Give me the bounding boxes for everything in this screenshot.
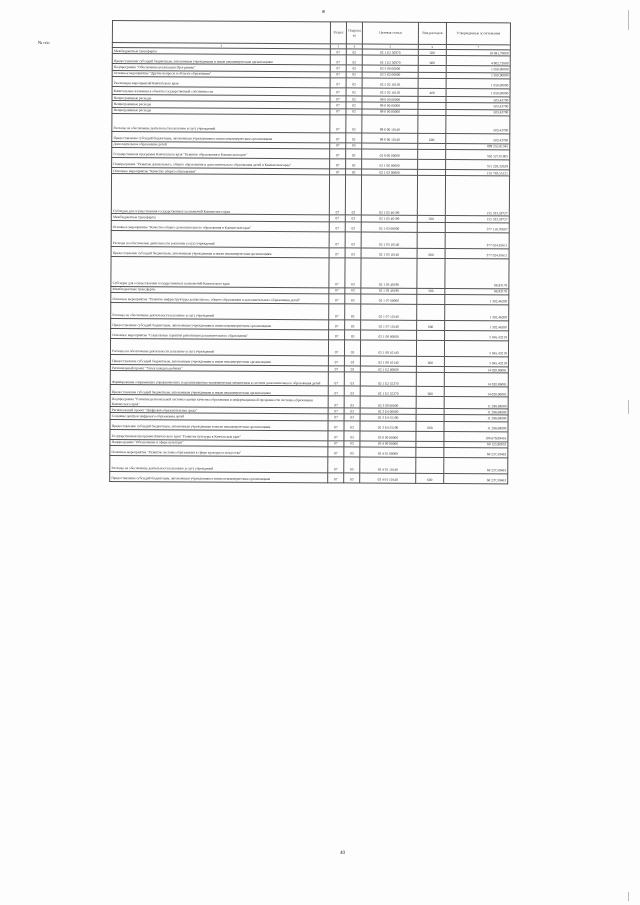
row-csr: 02 1 07 00000: [361, 294, 417, 304]
row-name: Подпрограмма "Развитие региональной системы оценки качества образования и информационной прозрачности системы образования Камчатского края": [110, 395, 328, 408]
row-name: Предоставление субсидий бюджетным, автономным учреждениям и иным некоммерческим организациям: [112, 131, 330, 142]
row-name: Предоставление субсидий бюджетным, автономным учреждениям и иным некоммерческим организациям: [110, 472, 328, 483]
row-section: 07: [330, 143, 346, 149]
row-csr: 03 4 01 00000: [360, 447, 416, 457]
row-section: 07: [329, 257, 345, 287]
row-csr: 02 1 07 10140: [361, 304, 417, 320]
row-subsection: 03: [344, 421, 360, 431]
row-section: 07: [328, 447, 344, 457]
row-subsection: 03: [344, 366, 360, 372]
row-csr: 02 1 08 00000: [361, 330, 417, 340]
row-vr: [417, 222, 445, 232]
row-sum: 503,43700: [446, 96, 510, 103]
row-subsection: 03: [344, 441, 360, 447]
row-csr: 02 1 02 40190: [361, 215, 417, 222]
scan-edge-mark: [628, 10, 629, 30]
row-sum: 11 298,69000: [444, 409, 508, 416]
row-name: Дополнительное образование детей: [112, 141, 330, 149]
row-vr: 500: [417, 216, 445, 222]
row-vr: 400: [418, 88, 446, 96]
row-name: Государственная программа Камчатского края "Развитие культуры в Камчатском крае": [110, 429, 328, 440]
header-vr: Вид расходов: [418, 22, 446, 44]
row-name: Основное мероприятие "Развитие инфраструктуры дошкольного, общего образования и дополнительного образования детей": [111, 292, 329, 303]
row-vr: [417, 330, 445, 340]
row-csr: 02 1 E2 50970: [362, 55, 418, 65]
row-vr: [417, 176, 445, 216]
row-sum: 562 527,01805: [446, 150, 510, 160]
scan-edge-mark: [628, 892, 629, 901]
row-sum: 503,43700: [446, 115, 510, 133]
table-row: [112, 113, 510, 133]
row-vr: [416, 447, 444, 457]
row-csr: 02 1 03 10140: [361, 248, 417, 258]
row-subsection: 02: [346, 133, 362, 143]
row-sum: 69 125,90853: [444, 441, 508, 448]
row-csr: 03 0 00 00000: [360, 431, 416, 441]
row-name: Предоставление субсидий бюджетным, автономным учреждениям и иным некоммерческим организациям: [111, 246, 329, 257]
row-vr: [416, 397, 444, 409]
row-subsection: 03: [345, 215, 361, 221]
row-csr: 02 1 07 10140: [361, 320, 417, 330]
row-subsection: 03: [346, 159, 362, 169]
row-csr: 02 5 00 00000: [362, 65, 418, 72]
row-section: 07: [328, 473, 344, 483]
row-section: 07: [329, 320, 345, 330]
row-subsection: 03: [346, 149, 362, 159]
row-section: 07: [330, 115, 346, 133]
row-subsection: 03: [344, 386, 360, 396]
row-name: Расходы на обеспечение деятельности (оказание услуг) учреждений: [111, 302, 329, 319]
header-csr: Целевая статья: [362, 22, 418, 44]
row-section: 07: [329, 215, 345, 221]
row-name: Государственная программа Камчатского края "Развитие образования в Камчатском крае": [112, 148, 330, 159]
row-sum: 551 228,32629: [446, 160, 510, 170]
row-subsection: 02: [346, 88, 362, 96]
row-vr: [417, 232, 445, 248]
row-name: Предоставление субсидий бюджетным, автономным учреждениям и иным некоммерческим организациям: [110, 419, 328, 430]
scan-edge-mark: [628, 400, 629, 414]
table-header-row: [112, 21, 510, 45]
row-csr: 99 0 00 10140: [362, 133, 418, 143]
row-sum: 86,93176: [445, 258, 509, 288]
row-section: 07: [329, 175, 345, 215]
row-name: Предоставление субсидий бюджетным, автономным учреждениям и иным некоммерческим организациям: [111, 318, 329, 329]
row-name: Региональный проект "Успех каждого ребенка": [110, 364, 328, 372]
row-section: 07: [329, 231, 345, 247]
row-csr: 99 0 00 00000: [362, 96, 418, 103]
row-section: 07: [330, 133, 346, 143]
row-section: 07: [329, 287, 345, 293]
row-subsection: 03: [345, 258, 361, 288]
row-sum: 11 298,69000: [444, 415, 508, 422]
row-subsection: 02: [346, 49, 362, 55]
row-csr: 02 1 03 40190: [361, 288, 417, 295]
row-name: Региональный проект "Цифровая образовательная среда": [110, 407, 328, 415]
row-section: 07: [328, 408, 344, 414]
budget-table: [109, 20, 511, 484]
row-name: Предоставление субсидий бюджетным, автономным учреждениям и иным некоммерческим организациям: [112, 54, 330, 65]
row-csr: 02 3 E4 55190: [360, 421, 416, 431]
row-name: Непрограммные расходы: [112, 101, 330, 109]
row-sum: 5 045,43219: [444, 356, 508, 366]
row-section: 07: [330, 96, 346, 102]
row-csr: 03 4 01 10140: [360, 457, 416, 473]
row-section: 07: [328, 441, 344, 447]
column-index: 7: [446, 45, 510, 50]
row-sum: 14 020,06081: [444, 387, 508, 397]
row-csr: 02 1 02 00000: [362, 169, 418, 176]
row-subsection: 03: [344, 473, 360, 483]
row-subsection: 03: [344, 356, 360, 366]
row-sum: 14 020,06081: [444, 373, 508, 387]
row-section: 07: [330, 159, 346, 169]
column-index: 6: [418, 44, 446, 49]
row-csr: 99 0 00 00000: [362, 102, 418, 109]
table-body: [110, 48, 511, 484]
row-name: Межбюджетные трансферты: [111, 214, 329, 222]
row-vr: [416, 340, 444, 356]
row-section: 07: [329, 294, 345, 304]
row-sum: 11 298,69000: [444, 397, 508, 409]
row-csr: 03 4 00 00000: [360, 441, 416, 448]
row-sum: 1 302,46200: [445, 304, 509, 320]
row-sum: 106 679,89416: [444, 431, 508, 441]
row-name: Расходы на обеспечение деятельности (оказание услуг) учреждений: [110, 338, 328, 355]
row-csr: 02 5 02 10130: [362, 78, 418, 88]
row-vr: [417, 294, 445, 304]
row-vr: [418, 115, 446, 133]
budget-sheet: [107, 20, 510, 878]
row-section: 07: [329, 221, 345, 231]
row-subsection: 02: [346, 115, 362, 133]
row-name: Капитальные вложения в объекты государственной собственности: [112, 86, 330, 95]
row-vr: 600: [416, 356, 444, 366]
row-vr: [416, 373, 444, 387]
row-sum: 155 333,59727: [445, 176, 509, 216]
row-section: 07: [329, 304, 345, 320]
row-subsection: 03: [345, 248, 361, 258]
row-section: 07: [328, 340, 344, 356]
row-sum: 1 302,46200: [445, 320, 509, 330]
row-sum: 899 255,81345: [446, 143, 510, 150]
row-name: Подпрограмма "Обеспечение реализации Программы": [112, 64, 330, 72]
row-name: Подпрограмма "Развитие дошкольного, общего образования и дополнительного образования детей в Камчатском крае": [112, 158, 330, 169]
row-name: Реализация мероприятий Камчатского края: [112, 76, 330, 87]
row-sum: 1 050,00000: [446, 88, 510, 96]
row-section: 07: [328, 372, 344, 386]
row-vr: 600: [416, 387, 444, 397]
row-subsection: 02: [346, 72, 362, 78]
row-sum: 1 050,00000: [446, 78, 510, 88]
row-sum: 4 902,72600: [446, 56, 510, 66]
column-index: 3: [330, 44, 346, 49]
row-subsection: 03: [344, 447, 360, 457]
row-name: Расходы на обеспечение деятельности (оказание услуг) учреждений: [110, 456, 328, 473]
row-section: 07: [328, 386, 344, 396]
row-name: Основное мероприятие "Качество общего дополнительного образования в Камчатском крае": [111, 220, 329, 231]
row-csr: 02 5 02 00000: [362, 72, 418, 79]
row-csr: 99 0 00 10140: [362, 115, 418, 133]
row-section: 07: [328, 431, 344, 441]
row-sum: 155 783,55121: [446, 170, 510, 177]
row-subsection: 02: [346, 96, 362, 102]
row-name: Основное мероприятие "Качество общего образования": [112, 168, 330, 176]
row-subsection: 03: [345, 330, 361, 340]
row-section: 07: [328, 396, 344, 408]
row-section: 07: [330, 102, 346, 108]
row-vr: 500: [417, 288, 445, 294]
row-subsection: 03: [344, 340, 360, 356]
row-csr: 02 1 E2 50970: [362, 49, 418, 56]
header-name: [112, 21, 330, 44]
row-vr: [417, 258, 445, 288]
row-sum: 5 045,43219: [444, 340, 508, 356]
row-name: Расходы на обеспечение деятельности (оказание услуг) учреждений: [111, 230, 329, 247]
row-subsection: 02: [346, 102, 362, 108]
row-subsection: 03: [345, 294, 361, 304]
row-subsection: 02: [346, 65, 362, 71]
row-section: 07: [328, 366, 344, 372]
column-index: 2: [112, 43, 330, 49]
row-number-header: № п/п: [38, 40, 50, 45]
row-vr: [417, 304, 445, 320]
header-sum: Утвержденные ассигнования: [446, 23, 510, 45]
header-section: Раздел: [330, 22, 346, 44]
row-csr: 02 1 03 10140: [361, 232, 417, 248]
row-csr: 02 3 E4 00000: [360, 408, 416, 415]
row-section: 07: [330, 55, 346, 65]
row-subsection: 03: [345, 304, 361, 320]
row-csr: 02 1 E2 55370: [360, 386, 416, 396]
row-subsection: 03: [344, 396, 360, 408]
row-name: Межбюджетные трансферты: [112, 48, 330, 56]
row-section: 07: [330, 169, 346, 175]
row-csr: 02 1 E2 55370: [360, 372, 416, 386]
row-name: Непрограммные расходы: [112, 107, 330, 115]
row-name: Предоставление субсидий бюджетным, автономным учреждениям и иным некоммерческим организациям: [110, 385, 328, 396]
row-name: Субсидии для осуществления государственных полномочий Камчатского края: [111, 174, 329, 215]
scan-speck: [322, 10, 325, 13]
row-name: Основное мероприятие "Развитие системы образования в сфере культуры и искусства": [110, 446, 328, 457]
row-vr: [418, 149, 446, 159]
row-sum: 1 302,46200: [445, 294, 509, 304]
row-name: Основное мероприятие "Социальные гарантии работникам дополнительного образования": [111, 328, 329, 339]
page-number: 40: [340, 851, 345, 856]
row-section: 07: [330, 71, 346, 77]
row-name: Подпрограмма "Обеспечение в сфере культуры": [110, 439, 328, 447]
row-sum: 155 333,59727: [445, 216, 509, 223]
row-section: 07: [330, 78, 346, 88]
row-name: Основное мероприятие "Другие вопросы в области образования": [112, 70, 330, 78]
row-csr: 02 3 00 00000: [360, 396, 416, 408]
table-row: [110, 472, 508, 484]
row-csr: 02 1 08 10140: [360, 340, 416, 356]
row-subsection: 02: [346, 78, 362, 88]
row-sum: 503,43700: [446, 109, 510, 116]
row-sum: 503,43700: [446, 133, 510, 143]
row-vr: 600: [418, 133, 446, 143]
row-sum: 86,93176: [445, 288, 509, 295]
row-sum: 11 298,69000: [444, 421, 508, 431]
row-vr: 600: [416, 473, 444, 483]
row-sum: 377 024,81611: [445, 248, 509, 258]
row-csr: 02 1 08 10140: [360, 356, 416, 366]
row-vr: 600: [417, 320, 445, 330]
row-name: Субсидии для осуществления государственных полномочий Камчатского края: [111, 256, 329, 287]
row-csr: 02 1 02 40190: [361, 175, 417, 215]
row-subsection: 03: [344, 457, 360, 473]
row-name: Формирование современных управленческих и организационно-экономических механизмов в системе дополнительного образования детей: [110, 371, 328, 386]
row-sum: 68 237,59463: [444, 474, 508, 484]
row-vr: [418, 159, 446, 169]
table-row: [111, 256, 509, 288]
row-name: Межбюджетные трансферты: [111, 286, 329, 294]
row-subsection: 03: [345, 222, 361, 232]
column-index: 5: [362, 44, 418, 49]
row-subsection: 03: [345, 232, 361, 248]
row-sum: 68 237,59463: [444, 458, 508, 474]
row-csr: 02 1 03 00000: [361, 222, 417, 232]
row-sum: 377 024,81611: [445, 232, 509, 248]
row-sum: 1 050,00000: [446, 66, 510, 73]
row-sum: 5 045,43219: [445, 330, 509, 340]
row-section: 07: [328, 421, 344, 431]
row-section: 07: [330, 108, 346, 114]
row-csr: 02 0 00 00000: [362, 149, 418, 159]
row-vr: 500: [418, 49, 446, 55]
row-sum: 503,43700: [446, 103, 510, 110]
row-csr: 02 1 00 00000: [362, 159, 418, 169]
row-csr: 02 1 E2 00000: [360, 366, 416, 373]
row-subsection: 03: [345, 288, 361, 294]
row-section: 07: [328, 457, 344, 473]
row-section: 07: [329, 247, 345, 257]
row-vr: 600: [417, 248, 445, 258]
row-sum: 377 118,70607: [445, 222, 509, 232]
row-subsection: 02: [346, 55, 362, 65]
row-csr: 02 5 02 10130: [362, 88, 418, 96]
table-row: [111, 174, 509, 216]
header-subsection: Подраздел: [346, 22, 362, 44]
row-vr: [418, 78, 446, 88]
row-sum: 1 050,00000: [446, 72, 510, 79]
row-sum: 68 237,59463: [444, 448, 508, 458]
row-vr: [416, 457, 444, 473]
row-name: Создание центров цифрового образования детей: [110, 413, 328, 421]
row-section: 07: [330, 88, 346, 96]
row-name: Предоставление субсидий бюджетным, автономным учреждениям и иным некоммерческим организациям: [110, 354, 328, 365]
row-subsection: 03: [344, 431, 360, 441]
row-subsection: 03: [344, 408, 360, 414]
row-subsection: 02: [346, 108, 362, 114]
row-vr: 600: [418, 56, 446, 66]
row-section: 07: [330, 65, 346, 71]
row-csr: 02 1 03 40190: [361, 258, 417, 288]
row-csr: 03 4 01 10140: [360, 473, 416, 483]
row-section: 07: [328, 356, 344, 366]
row-vr: [416, 431, 444, 441]
row-sum: 14 020,06081: [444, 366, 508, 373]
row-sum: 10 691,70000: [446, 50, 510, 57]
row-name: Расходы на обеспечение деятельности (оказание услуг) учреждений: [112, 113, 330, 132]
row-vr: 600: [416, 421, 444, 431]
row-subsection: 03: [346, 143, 362, 149]
row-section: 07: [330, 149, 346, 159]
column-index: 4: [346, 44, 362, 49]
row-subsection: 03: [345, 320, 361, 330]
row-subsection: 03: [344, 372, 360, 386]
row-csr: 02 3 E4 55190: [360, 414, 416, 421]
row-subsection: 03: [344, 414, 360, 420]
row-subsection: 03: [346, 169, 362, 175]
row-section: 07: [330, 49, 346, 55]
row-subsection: 03: [345, 175, 361, 215]
row-csr: 99 0 00 00000: [362, 109, 418, 116]
row-name: Непрограммные расходы: [112, 94, 330, 102]
row-section: 07: [329, 330, 345, 340]
row-section: 07: [328, 414, 344, 420]
